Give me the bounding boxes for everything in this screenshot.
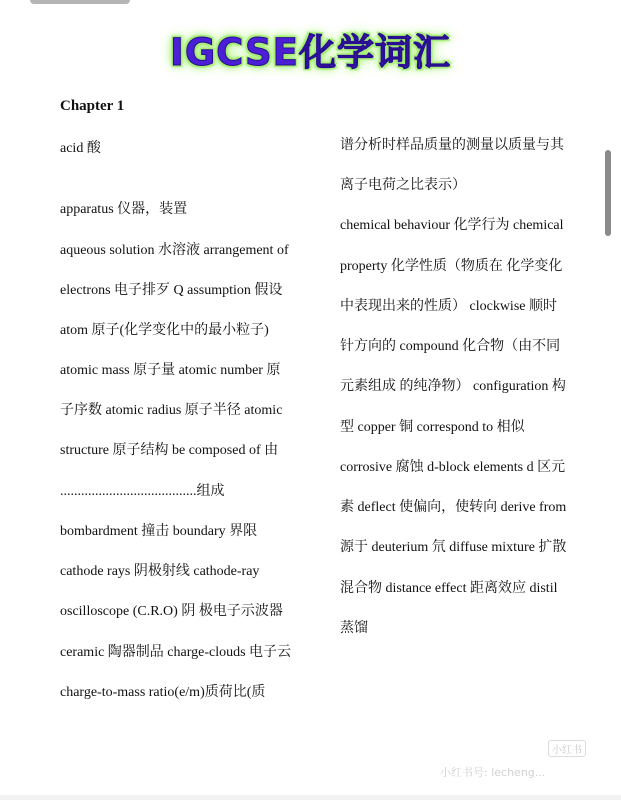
top-drag-handle: [30, 0, 130, 4]
vocab-line: 谱分析时样品质量的测量以质量与其: [340, 138, 564, 153]
vocab-line: ceramic 陶器制品 charge-clouds 电子云: [60, 645, 292, 660]
vocab-line: 子序数 atomic radius 原子半径 atomic: [60, 403, 283, 418]
vocab-line: .......................................组成: [60, 484, 225, 499]
watermark-badge: 小红书: [548, 740, 586, 757]
vocab-line: 型 copper 铜 correspond to 相似: [340, 420, 525, 435]
vocab-line: 针方向的 compound 化合物（由不同: [340, 339, 561, 354]
vocab-line: 源于 deuterium 氘 diffuse mixture 扩散: [340, 540, 567, 555]
vocab-line: chemical behaviour 化学行为 chemical: [340, 218, 564, 233]
vocab-line: bombardment 撞击 boundary 界限: [60, 524, 258, 539]
vocab-line: 元素组成 的纯净物） configuration 构: [340, 379, 566, 394]
vertical-scrollbar[interactable]: [605, 150, 611, 236]
vocab-line: property 化学性质（物质在 化学变化: [340, 259, 563, 274]
vocab-line: acid 酸: [60, 141, 101, 156]
vocab-line: atomic mass 原子量 atomic number 原: [60, 363, 281, 378]
watermark-text: 小红书号: lecheng...: [440, 766, 546, 779]
vocab-line: 混合物 distance effect 距离效应 distil: [340, 581, 558, 596]
vocab-line: electrons 电子排歹 Q assumption 假设: [60, 283, 283, 298]
vocab-line: oscilloscope (C.R.O) 阴 极电子示波器: [60, 604, 283, 619]
vocab-line: 素 deflect 使偏向，使转向 derive from: [340, 500, 567, 515]
vocab-line: structure 原子结构 be composed of 由: [60, 443, 279, 458]
vocab-line: 蒸馏: [340, 621, 368, 636]
vocab-line: corrosive 腐蚀 d-block elements d 区元: [340, 460, 566, 475]
page-title-banner: IGCSE化学词汇: [170, 31, 451, 74]
vocab-line: atom 原子(化学变化中的最小粒子): [60, 323, 269, 338]
vocab-line: 中表现出来的性质） clockwise 顺时: [340, 299, 557, 314]
chapter-heading: Chapter 1: [60, 98, 125, 114]
bottom-bar: [0, 795, 621, 800]
vocab-line: charge-to-mass ratio(e/m)质荷比(质: [60, 685, 266, 700]
vocab-line: cathode rays 阴极射线 cathode-ray: [60, 564, 260, 579]
vocab-line: aqueous solution 水溶液 arrangement of: [60, 243, 289, 258]
vocab-line: apparatus 仪器，装置: [60, 202, 188, 217]
vocab-line: 离子电荷之比表示）: [340, 178, 466, 193]
